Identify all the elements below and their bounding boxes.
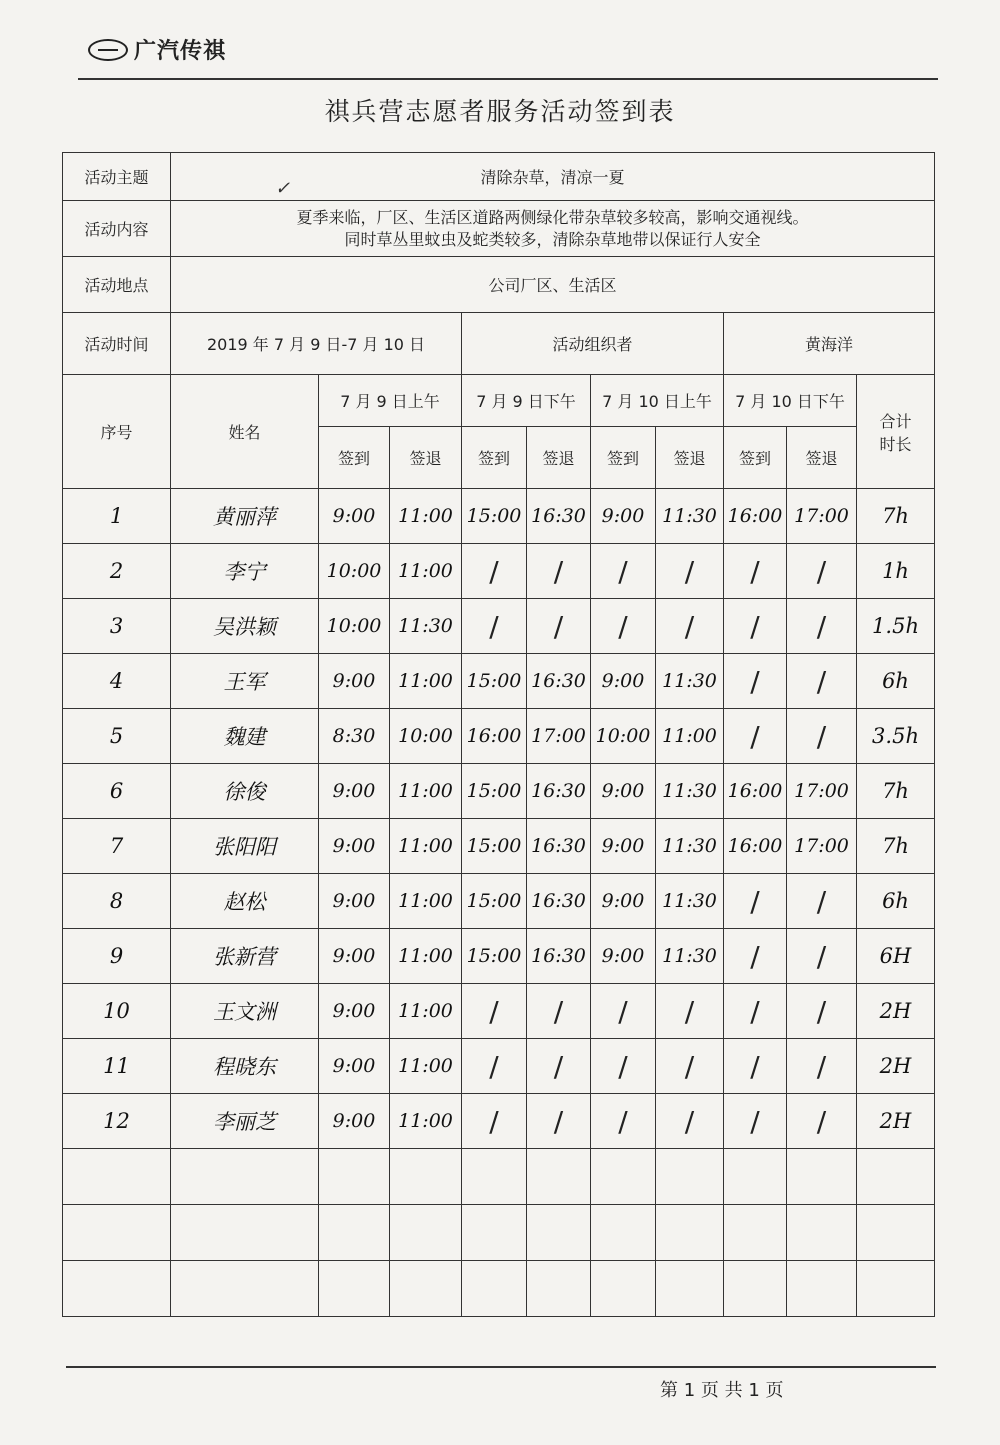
row-seq: 7 — [63, 819, 171, 874]
empty-cell — [171, 1261, 319, 1317]
sign-in-time: / — [591, 984, 656, 1039]
sign-in-time: / — [462, 599, 527, 654]
sign-in-time: / — [462, 544, 527, 599]
sign-in-time: 9:00 — [319, 984, 390, 1039]
sign-in-time: / — [724, 984, 787, 1039]
sign-in-time: / — [591, 1094, 656, 1149]
header-divider — [78, 78, 938, 80]
row-total: 7h — [857, 819, 935, 874]
sign-out-time: / — [787, 1094, 857, 1149]
row-total: 2H — [857, 984, 935, 1039]
sign-out-time: 16:30 — [527, 929, 591, 984]
total-header — [857, 375, 935, 489]
sign-out-time: / — [656, 1039, 724, 1094]
sign-out-time: 11:30 — [656, 654, 724, 709]
brand-logo-icon — [88, 39, 128, 61]
empty-cell — [724, 1205, 787, 1261]
sign-in-time: 15:00 — [462, 489, 527, 544]
row-name: 张阳阳 — [171, 819, 319, 874]
session-header-4: 7 月 10 日下午 — [724, 375, 857, 427]
row-seq: 1 — [63, 489, 171, 544]
empty-cell — [171, 1205, 319, 1261]
table-row — [63, 544, 935, 599]
table-row — [63, 1039, 935, 1094]
sign-in-time: / — [462, 984, 527, 1039]
session-header-1: 7 月 9 日上午 — [319, 375, 462, 427]
empty-cell — [591, 1261, 656, 1317]
empty-cell — [656, 1261, 724, 1317]
location-row — [63, 257, 935, 313]
sign-out-header: 签退 — [390, 427, 462, 489]
sign-out-time: / — [787, 874, 857, 929]
sign-in-time: 9:00 — [319, 489, 390, 544]
page-number: 第 1 页 共 1 页 — [660, 1380, 784, 1401]
empty-cell — [527, 1149, 591, 1205]
sign-in-time: 9:00 — [591, 764, 656, 819]
row-name: 魏建 — [171, 709, 319, 764]
empty-cell — [656, 1149, 724, 1205]
sign-in-header: 签到 — [724, 427, 787, 489]
empty-cell — [171, 1149, 319, 1205]
sign-out-time: 11:30 — [656, 929, 724, 984]
empty-cell — [319, 1149, 390, 1205]
location-label: 活动地点 — [63, 257, 171, 313]
sign-in-time: 9:00 — [591, 654, 656, 709]
row-seq: 6 — [63, 764, 171, 819]
sign-in-time: 10:00 — [319, 599, 390, 654]
sign-in-time: 9:00 — [319, 874, 390, 929]
empty-cell — [63, 1149, 171, 1205]
row-seq: 5 — [63, 709, 171, 764]
table-row — [63, 1094, 935, 1149]
session-header-3: 7 月 10 日上午 — [591, 375, 724, 427]
sign-out-time: / — [527, 544, 591, 599]
sign-in-time: 9:00 — [319, 654, 390, 709]
sign-out-time: 11:30 — [656, 489, 724, 544]
sign-in-time: 9:00 — [591, 489, 656, 544]
check-mark-icon: ✓ — [275, 178, 291, 199]
sign-in-time: 9:00 — [319, 1094, 390, 1149]
sign-out-time: / — [787, 929, 857, 984]
row-total: 2H — [857, 1039, 935, 1094]
content-row — [63, 201, 935, 257]
sign-in-time: 10:00 — [319, 544, 390, 599]
sign-out-time: 11:00 — [390, 489, 462, 544]
sign-out-time: / — [656, 599, 724, 654]
sign-out-time: / — [787, 544, 857, 599]
session-header-2: 7 月 9 日下午 — [462, 375, 591, 427]
row-name: 赵松 — [171, 874, 319, 929]
row-total: 2H — [857, 1094, 935, 1149]
row-name: 王文洲 — [171, 984, 319, 1039]
sign-out-time: 11:30 — [656, 764, 724, 819]
sign-in-time: 16:00 — [462, 709, 527, 764]
form-title: 祺兵营志愿者服务活动签到表 — [324, 97, 676, 126]
sign-out-time: 11:00 — [390, 819, 462, 874]
sign-out-time: 16:30 — [527, 654, 591, 709]
row-name: 李丽芝 — [171, 1094, 319, 1149]
sign-out-time: / — [787, 984, 857, 1039]
attendance-rows — [63, 489, 935, 1317]
sign-in-time: 10:00 — [591, 709, 656, 764]
sign-in-time: / — [591, 1039, 656, 1094]
table-row — [63, 599, 935, 654]
sign-out-time: 11:00 — [390, 984, 462, 1039]
empty-cell — [390, 1261, 462, 1317]
empty-cell — [857, 1261, 935, 1317]
sign-out-time: / — [787, 1039, 857, 1094]
table-row — [63, 709, 935, 764]
sign-in-time: 16:00 — [724, 489, 787, 544]
content-label: 活动内容 — [63, 201, 171, 257]
row-seq: 10 — [63, 984, 171, 1039]
empty-cell — [857, 1205, 935, 1261]
row-name: 黄丽萍 — [171, 489, 319, 544]
row-name: 张新营 — [171, 929, 319, 984]
sign-in-header: 签到 — [591, 427, 656, 489]
empty-row — [63, 1149, 935, 1205]
empty-cell — [63, 1205, 171, 1261]
row-seq: 2 — [63, 544, 171, 599]
brand-logo — [88, 34, 226, 65]
sign-out-time: 16:30 — [527, 874, 591, 929]
sign-out-time: 16:30 — [527, 764, 591, 819]
sign-out-time: 11:00 — [390, 764, 462, 819]
empty-cell — [527, 1205, 591, 1261]
sign-in-time: 8:30 — [319, 709, 390, 764]
footer-divider — [66, 1366, 936, 1368]
sign-out-time: 11:00 — [390, 929, 462, 984]
sign-out-time: / — [527, 1039, 591, 1094]
row-seq: 4 — [63, 654, 171, 709]
sign-out-time: 17:00 — [787, 819, 857, 874]
theme-label: 活动主题 — [63, 153, 171, 201]
table-row — [63, 654, 935, 709]
sign-out-time: 11:00 — [390, 544, 462, 599]
sign-out-time: 16:30 — [527, 489, 591, 544]
sign-in-time: 15:00 — [462, 874, 527, 929]
table-row — [63, 764, 935, 819]
sign-in-time: / — [724, 1039, 787, 1094]
row-name: 王军 — [171, 654, 319, 709]
sign-in-time: 9:00 — [319, 819, 390, 874]
sign-in-header: 签到 — [319, 427, 390, 489]
row-name: 吴洪颖 — [171, 599, 319, 654]
content-line-1: 夏季来临，厂区、生活区道路两侧绿化带杂草较多较高，影响交通视线。 — [296, 207, 809, 227]
empty-cell — [724, 1261, 787, 1317]
row-seq: 11 — [63, 1039, 171, 1094]
location-value: 公司厂区、生活区 — [171, 257, 935, 313]
sign-in-time: / — [591, 599, 656, 654]
sign-out-time: / — [656, 1094, 724, 1149]
empty-row — [63, 1205, 935, 1261]
sign-in-time: 9:00 — [591, 874, 656, 929]
table-row — [63, 819, 935, 874]
sign-in-time: 9:00 — [591, 819, 656, 874]
sign-out-time: 17:00 — [787, 489, 857, 544]
row-total: 7h — [857, 489, 935, 544]
sign-out-time: 17:00 — [787, 764, 857, 819]
sign-out-header: 签退 — [787, 427, 857, 489]
sign-out-time: / — [787, 654, 857, 709]
theme-value: 清除杂草，清凉一夏 — [171, 153, 935, 201]
empty-cell — [390, 1149, 462, 1205]
sign-in-time: / — [724, 709, 787, 764]
brand-logo-text: 广汽传祺 — [134, 39, 227, 64]
sign-out-time: / — [656, 544, 724, 599]
sign-out-time: 11:30 — [656, 874, 724, 929]
empty-cell — [787, 1261, 857, 1317]
sign-in-time: / — [591, 544, 656, 599]
sign-in-time: 16:00 — [724, 819, 787, 874]
empty-cell — [527, 1261, 591, 1317]
sign-in-time: 9:00 — [319, 1039, 390, 1094]
empty-cell — [656, 1205, 724, 1261]
row-seq: 8 — [63, 874, 171, 929]
empty-cell — [591, 1205, 656, 1261]
sign-out-header: 签退 — [527, 427, 591, 489]
sign-in-time: 15:00 — [462, 929, 527, 984]
empty-cell — [462, 1261, 527, 1317]
organizer-value: 黄海洋 — [724, 313, 935, 375]
sign-in-time: / — [462, 1094, 527, 1149]
sign-out-time: 11:30 — [390, 599, 462, 654]
sign-out-time: 11:30 — [656, 819, 724, 874]
table-row — [63, 984, 935, 1039]
empty-cell — [319, 1261, 390, 1317]
sign-in-time: 15:00 — [462, 764, 527, 819]
sign-out-time: 11:00 — [390, 1094, 462, 1149]
row-seq: 3 — [63, 599, 171, 654]
row-total: 6h — [857, 874, 935, 929]
empty-row — [63, 1261, 935, 1317]
sign-out-header: 签退 — [656, 427, 724, 489]
sign-in-time: 15:00 — [462, 819, 527, 874]
table-row — [63, 874, 935, 929]
sign-out-time: 10:00 — [390, 709, 462, 764]
sign-in-time: 9:00 — [319, 764, 390, 819]
row-total: 7h — [857, 764, 935, 819]
empty-cell — [462, 1205, 527, 1261]
sign-in-time: 9:00 — [591, 929, 656, 984]
sign-in-time: / — [724, 874, 787, 929]
total-header-line-2: 时长 — [879, 434, 912, 454]
empty-cell — [787, 1205, 857, 1261]
content-line-2: 同时草丛里蚊虫及蛇类较多，清除杂草地带以保证行人安全 — [344, 229, 761, 249]
empty-cell — [390, 1205, 462, 1261]
sign-in-time: 16:00 — [724, 764, 787, 819]
time-label: 活动时间 — [63, 313, 171, 375]
row-name: 徐俊 — [171, 764, 319, 819]
content-value — [171, 201, 935, 257]
row-total: 3.5h — [857, 709, 935, 764]
sign-in-time: / — [724, 544, 787, 599]
sign-in-time: / — [724, 1094, 787, 1149]
sign-out-time: / — [527, 1094, 591, 1149]
organizer-label: 活动组织者 — [462, 313, 724, 375]
sign-in-time: / — [462, 1039, 527, 1094]
sign-out-time: 11:00 — [390, 1039, 462, 1094]
row-seq: 12 — [63, 1094, 171, 1149]
row-seq: 9 — [63, 929, 171, 984]
sign-out-time: / — [527, 599, 591, 654]
sign-in-time: 15:00 — [462, 654, 527, 709]
empty-cell — [462, 1149, 527, 1205]
total-header-line-1: 合计 — [879, 411, 912, 431]
row-name: 李宁 — [171, 544, 319, 599]
sign-out-time: / — [527, 984, 591, 1039]
empty-cell — [857, 1149, 935, 1205]
sign-out-time: 11:00 — [656, 709, 724, 764]
time-row — [63, 313, 935, 375]
row-name: 程晓东 — [171, 1039, 319, 1094]
empty-cell — [591, 1149, 656, 1205]
empty-cell — [724, 1149, 787, 1205]
empty-cell — [63, 1261, 171, 1317]
seq-header: 序号 — [63, 375, 171, 489]
sign-out-time: 16:30 — [527, 819, 591, 874]
sign-in-time: / — [724, 654, 787, 709]
theme-row — [63, 153, 935, 201]
row-total: 6H — [857, 929, 935, 984]
sign-in-time: / — [724, 599, 787, 654]
name-header: 姓名 — [171, 375, 319, 489]
row-total: 6h — [857, 654, 935, 709]
sign-out-time: 11:00 — [390, 874, 462, 929]
empty-cell — [319, 1205, 390, 1261]
sign-out-time: / — [787, 599, 857, 654]
sign-out-time: / — [656, 984, 724, 1039]
table-row — [63, 929, 935, 984]
row-total: 1h — [857, 544, 935, 599]
sign-out-time: 17:00 — [527, 709, 591, 764]
sign-in-time: 9:00 — [319, 929, 390, 984]
page-header — [78, 30, 938, 82]
table-row — [63, 489, 935, 544]
row-total: 1.5h — [857, 599, 935, 654]
session-header-row — [63, 375, 935, 427]
sign-out-time: 11:00 — [390, 654, 462, 709]
time-value: 2019 年 7 月 9 日-7 月 10 日 — [171, 313, 462, 375]
sign-in-time: / — [724, 929, 787, 984]
sign-out-time: / — [787, 709, 857, 764]
sign-in-sheet — [62, 152, 935, 1317]
sign-in-header: 签到 — [462, 427, 527, 489]
empty-cell — [787, 1149, 857, 1205]
